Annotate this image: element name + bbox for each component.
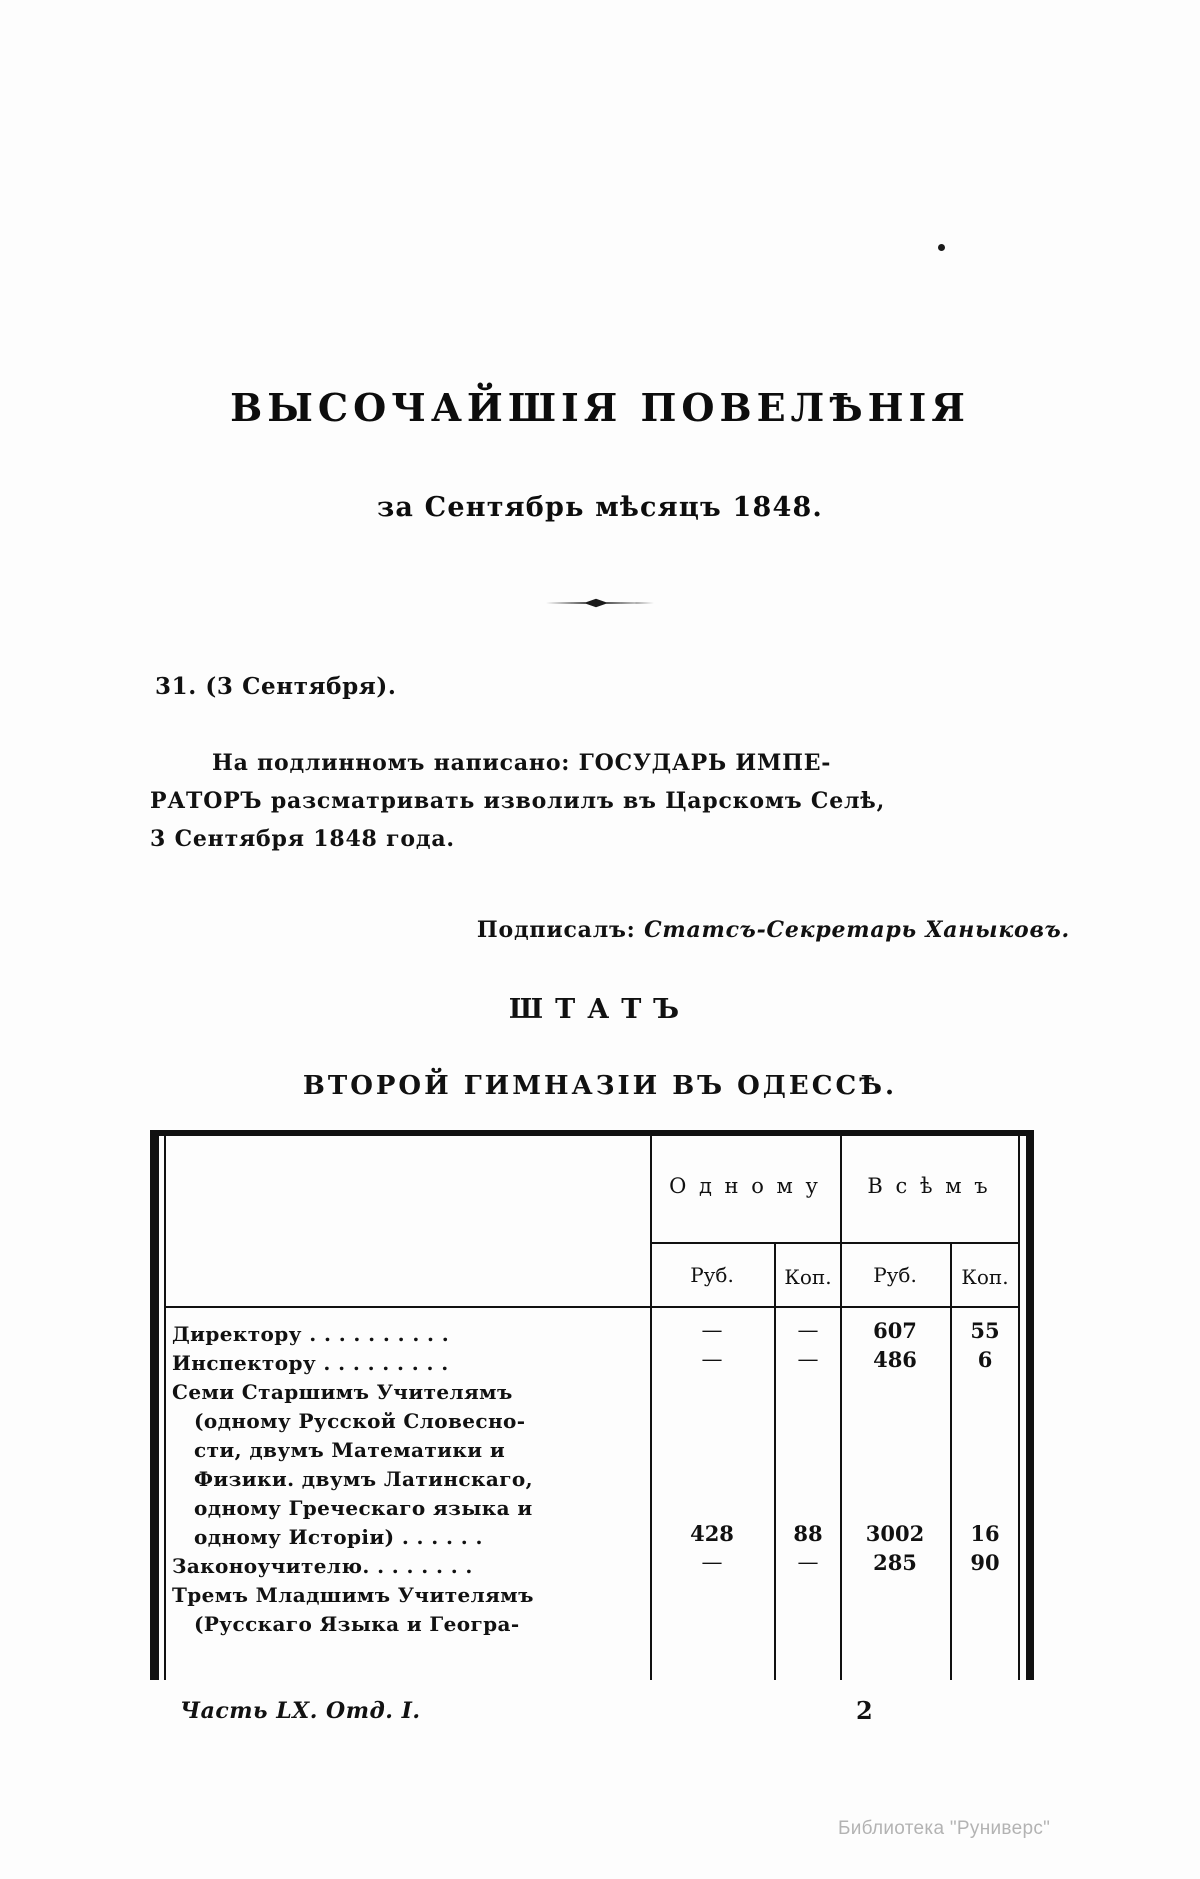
cell-one-kop: — bbox=[797, 1347, 819, 1371]
cell-one-rub: 428 bbox=[690, 1521, 734, 1546]
cell-one-kop: 88 bbox=[793, 1521, 823, 1546]
table-row: Законоучителю. . . . . . . . bbox=[172, 1554, 473, 1578]
table-right-thin-border bbox=[1018, 1130, 1020, 1680]
table-row-labels bbox=[172, 1320, 642, 1639]
cell-all-rub: 607 bbox=[873, 1318, 917, 1343]
signature-line bbox=[0, 917, 1070, 943]
column-divider-groups bbox=[840, 1136, 842, 1680]
table-row: (одному Русской Словесно- bbox=[194, 1409, 526, 1433]
table-row: одному Греческаго языка и bbox=[194, 1496, 533, 1520]
cell-all-rub: 486 bbox=[873, 1347, 917, 1372]
subheader-all-kop: Коп. bbox=[961, 1265, 1009, 1289]
subheader-one-kop: Коп. bbox=[784, 1265, 832, 1289]
cell-all-kop: 6 bbox=[977, 1347, 993, 1372]
table-row: Директору . . . . . . . . . . bbox=[172, 1322, 450, 1346]
cell-one-rub: — bbox=[701, 1347, 723, 1371]
table-left-thick-border bbox=[150, 1130, 159, 1680]
page-title: ВЫСОЧАЙШІЯ ПОВЕЛѢНІЯ bbox=[230, 385, 970, 430]
library-watermark: Библиотека "Руниверс" bbox=[838, 1818, 1051, 1839]
section-heading: ШТАТЪ bbox=[508, 994, 692, 1025]
signature-name: Статсъ-Секретарь Ханыковъ. bbox=[644, 917, 1070, 943]
item-number: 31. (3 Сентября). bbox=[155, 673, 397, 700]
page-subtitle: за Сентябрь мѣсяцъ 1848. bbox=[376, 492, 824, 523]
cell-one-rub: — bbox=[701, 1318, 723, 1342]
signature-prefix: Подписалъ: bbox=[476, 917, 636, 943]
subheader-all-rub: Руб. bbox=[873, 1263, 917, 1287]
subheader-one-rub: Руб. bbox=[690, 1263, 734, 1287]
cell-one-kop: — bbox=[797, 1550, 819, 1574]
table-left-thin-border bbox=[164, 1130, 166, 1680]
paragraph-line-3: 3 Сентября 1848 года. bbox=[150, 826, 455, 852]
table-row: Тремъ Младшимъ Учителямъ bbox=[172, 1583, 534, 1607]
table-row: одному Исторіи) . . . . . . bbox=[194, 1525, 483, 1549]
paragraph-line-2: РАТОРЪ разсматривать изволилъ въ Царскомъ Селѣ, bbox=[150, 788, 886, 814]
page-number: 2 bbox=[856, 1696, 873, 1725]
table-row: Физики. двумъ Латинскаго, bbox=[194, 1467, 533, 1491]
table-right-thick-border bbox=[1026, 1130, 1034, 1680]
paragraph-line-1: На подлинномъ написано: ГОСУДАРЬ ИМПЕ- bbox=[212, 750, 832, 776]
cell-one-rub: — bbox=[701, 1550, 723, 1574]
resolution-paragraph bbox=[150, 744, 1060, 858]
cell-all-rub: 285 bbox=[873, 1550, 917, 1575]
header-group-underline bbox=[650, 1242, 1018, 1244]
ornament-divider bbox=[546, 598, 654, 608]
header-one-person: О д н о м у bbox=[669, 1174, 821, 1198]
column-divider-label bbox=[650, 1136, 652, 1680]
table-top-border bbox=[150, 1130, 1034, 1136]
section-subheading: ВТОРОЙ ГИМНАЗІИ ВЪ ОДЕССѢ. bbox=[302, 1071, 898, 1101]
cell-all-kop: 16 bbox=[970, 1521, 1000, 1546]
ink-speck bbox=[938, 244, 945, 251]
staff-table bbox=[150, 1130, 1034, 1680]
header-sub-underline bbox=[166, 1306, 1018, 1308]
header-all-persons: В с ѣ м ъ bbox=[867, 1174, 991, 1198]
table-row: Семи Старшимъ Учителямъ bbox=[172, 1380, 513, 1404]
table-row: (Русскаго Языка и Геогра- bbox=[194, 1612, 520, 1636]
cell-all-rub: 3002 bbox=[865, 1521, 925, 1546]
cell-all-kop: 90 bbox=[970, 1550, 1000, 1575]
table-row: сти, двумъ Математики и bbox=[194, 1438, 506, 1462]
footer-volume: Часть LX. Отд. I. bbox=[180, 1698, 421, 1724]
cell-all-kop: 55 bbox=[970, 1318, 1000, 1343]
table-row: Инспектору . . . . . . . . . bbox=[172, 1351, 449, 1375]
cell-one-kop: — bbox=[797, 1318, 819, 1342]
